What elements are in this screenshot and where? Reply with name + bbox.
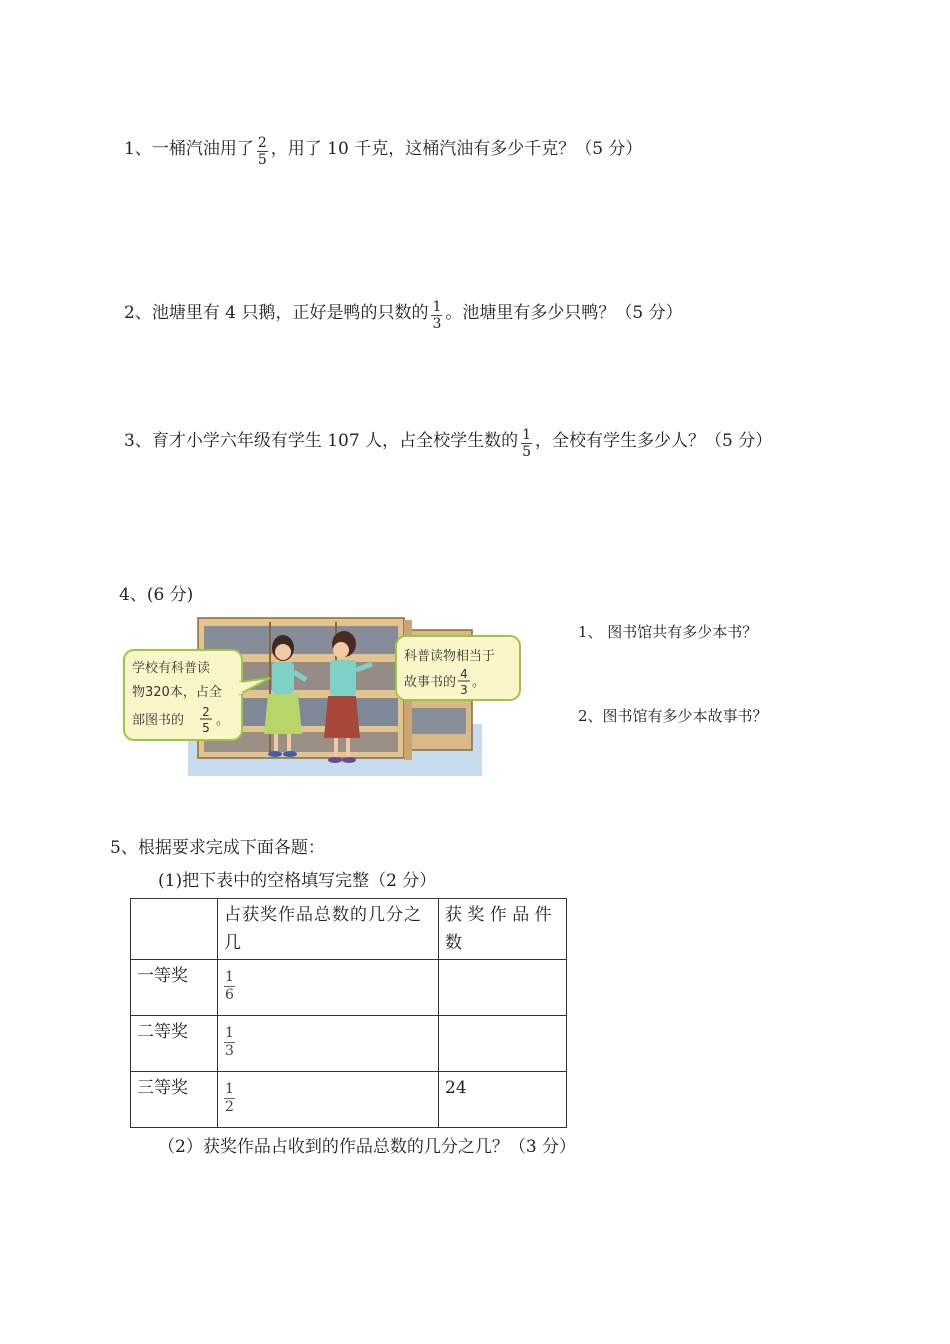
table-header-cell: 占获奖作品总数的几分之几 <box>218 899 439 960</box>
question-3 <box>124 425 772 458</box>
table-cell-label: 一等奖 <box>131 960 218 1016</box>
bubble-right-line1: 科普读物相当于 <box>404 649 496 664</box>
bubble-right-frac-den: 3 <box>460 683 468 697</box>
question-2-fraction: $\frac{1}{3}$ <box>432 299 442 332</box>
prize-table <box>130 898 567 1128</box>
table-cell-count[interactable] <box>439 960 567 1016</box>
question-1-fraction: $\frac{2}{5}$ <box>257 135 267 168</box>
table-header-row <box>131 899 567 960</box>
table-cell-count[interactable]: 24 <box>439 1072 567 1128</box>
table-cell-count[interactable] <box>439 1016 567 1072</box>
table-cell-label: 三等奖 <box>131 1072 218 1128</box>
question-5-title: 5、根据要求完成下面各题： <box>110 838 325 858</box>
table-cell-fraction: $\frac{1}{6}$ <box>218 960 439 1016</box>
bubble-right-end: 。 <box>472 675 486 690</box>
question-2 <box>124 297 683 330</box>
bubble-left-frac-den: 5 <box>202 721 210 735</box>
question-1-text-after: ，用了 10 千克，这桶汽油有多少千克？（5 分） <box>270 139 643 159</box>
bubble-right-frac-num: 4 <box>460 667 468 681</box>
bubble-left-line2: 物320本，占全 <box>132 685 222 700</box>
question-1-text-before: 1、一桶汽油用了 <box>124 139 254 159</box>
speech-bubble-right <box>396 636 520 700</box>
table-row <box>131 1072 567 1128</box>
table-cell-fraction: $\frac{1}{3}$ <box>218 1016 439 1072</box>
question-4-sub-1: 1、 图书馆共有多少本书？ <box>578 623 758 641</box>
question-3-text-after: ，全校有学生多少人？（5 分） <box>535 431 773 451</box>
bubble-left-end: 。 <box>216 713 230 728</box>
question-3-text-before: 3、育才小学六年级有学生 107 人，占全校学生数的 <box>124 431 519 451</box>
question-2-text-before: 2、池塘里有 4 只鹅，正好是鸭的只数的 <box>124 303 429 323</box>
table-row <box>131 1016 567 1072</box>
question-2-text-after: 。池塘里有多少只鸭？（5 分） <box>445 303 683 323</box>
table-cell-fraction: $\frac{1}{2}$ <box>218 1072 439 1128</box>
table-header-cell: 获 奖 作 品 件 数 <box>439 899 567 960</box>
bubble-right-line2: 故事书的 <box>404 675 457 690</box>
question-5-part-2: （2）获奖作品占收到的作品总数的几分之几？（3 分） <box>158 1137 577 1157</box>
question-4-title: 4、(6 分) <box>119 585 194 605</box>
table-row <box>131 960 567 1016</box>
question-3-fraction: $\frac{1}{5}$ <box>522 427 531 460</box>
bubble-left-frac-num: 2 <box>202 705 210 719</box>
bubble-left-line1: 学校有科普读 <box>132 661 211 676</box>
table-cell-label: 二等奖 <box>131 1016 218 1072</box>
question-1 <box>124 133 642 166</box>
library-illustration <box>120 612 496 782</box>
table-header-cell <box>131 899 218 960</box>
bubble-left-line3: 部图书的 <box>132 713 185 728</box>
question-5-part-1: (1)把下表中的空格填写完整（2 分） <box>158 871 437 891</box>
question-4-sub-2: 2、图书馆有多少本故事书？ <box>578 707 768 725</box>
